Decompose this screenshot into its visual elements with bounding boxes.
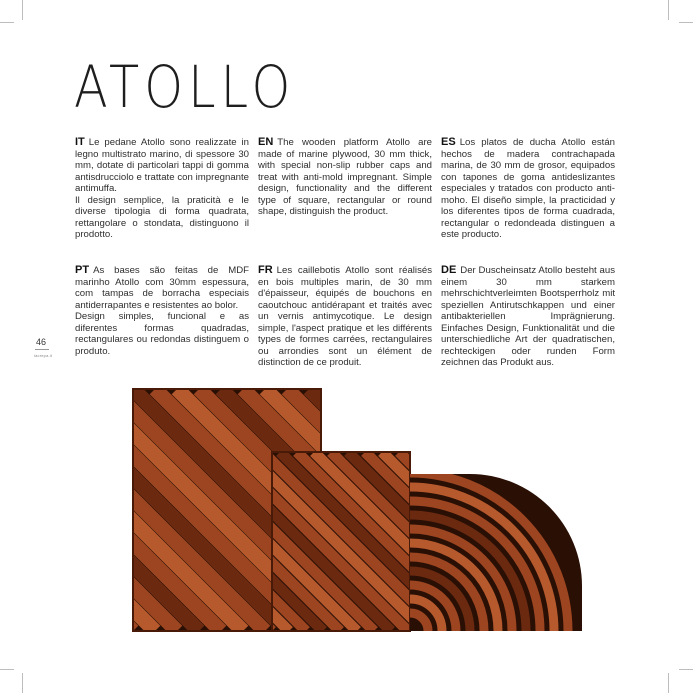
language-code: FR <box>258 264 273 276</box>
rounded-platform <box>410 473 582 631</box>
wood-slat <box>586 452 693 631</box>
language-code: IT <box>75 136 85 148</box>
section-text: As bases são feitas de MDF marinho Atollo com 30mm espessura, com tampas de borracha especiais antiderrapantes e resistentes ao bolor. <box>75 265 249 311</box>
section-text: The wooden platform Atollo are made of marine plywood, 30 mm thick, with special non-slip rubber caps and treat with anti-mold impregnant. Simple design, functionality and the different type of square, rectangular or round shape, distinguish the product. <box>258 137 432 217</box>
language-code: PT <box>75 264 90 276</box>
wood-slat <box>0 389 155 631</box>
language-code: ES <box>441 136 456 148</box>
page-title: ATOLLO <box>74 53 296 121</box>
section-text: Il design semplice, la praticità e le diverse tipologia di forma quadrata, rettangolare o stondata, distinguono il prodotto. <box>75 194 249 240</box>
section-text: Der Duscheinsatz Atollo besteht aus einem 30 mm starkem mehrschichtverleimten Bootsperrholz mit speziellen Antirutschkappen und einer antibakteriellen Imprägnierung. Einfaches Design, Funktionalität und die unterschiedliche Art der quadratischen, rechteckigen oder runden Form zeichnen das Produkt aus. <box>441 265 615 368</box>
language-code: DE <box>441 264 457 276</box>
page-footer: lacrepa.it <box>34 353 53 358</box>
section-text: Design simples, funcional e as diferentes formas quadradas, rectangulares ou redondas distinguem o produto. <box>75 311 249 357</box>
section-text: Los platos de ducha Atollo están hechos de madera contrachapada marina, de 30 mm de grosor, equipados con tapones de goma antideslizantes especiales y tratados con producto anti-moho. El diseño simple, la practicidad y los diferentes tipos de forma cuadrada, rectangular o redondeada distinguen a este producto. <box>441 137 615 240</box>
wood-slat <box>0 389 133 631</box>
section-text: Les caillebotis Atollo sont réalisés en bois multiples marin, de 30 mm d'épaisseur, équipés de bouchons en caoutchouc antidérapant et traités avec un vernis antimycotique. Le design simple, l'aspect pratique et les différents types de formes carrées, rectangulaires ou arrondies sont un élément de distinction de ce produit. <box>258 265 432 368</box>
page-number: 46 <box>36 337 47 347</box>
language-code: EN <box>258 136 274 148</box>
section-text: Le pedane Atollo sono realizzate in legno multistrato marino, di spessore 30 mm, dotate di particolari tappi di gomma antisdrucciolo e trattate con impregnante antimuffa. <box>75 137 249 194</box>
wood-slat <box>569 452 693 631</box>
